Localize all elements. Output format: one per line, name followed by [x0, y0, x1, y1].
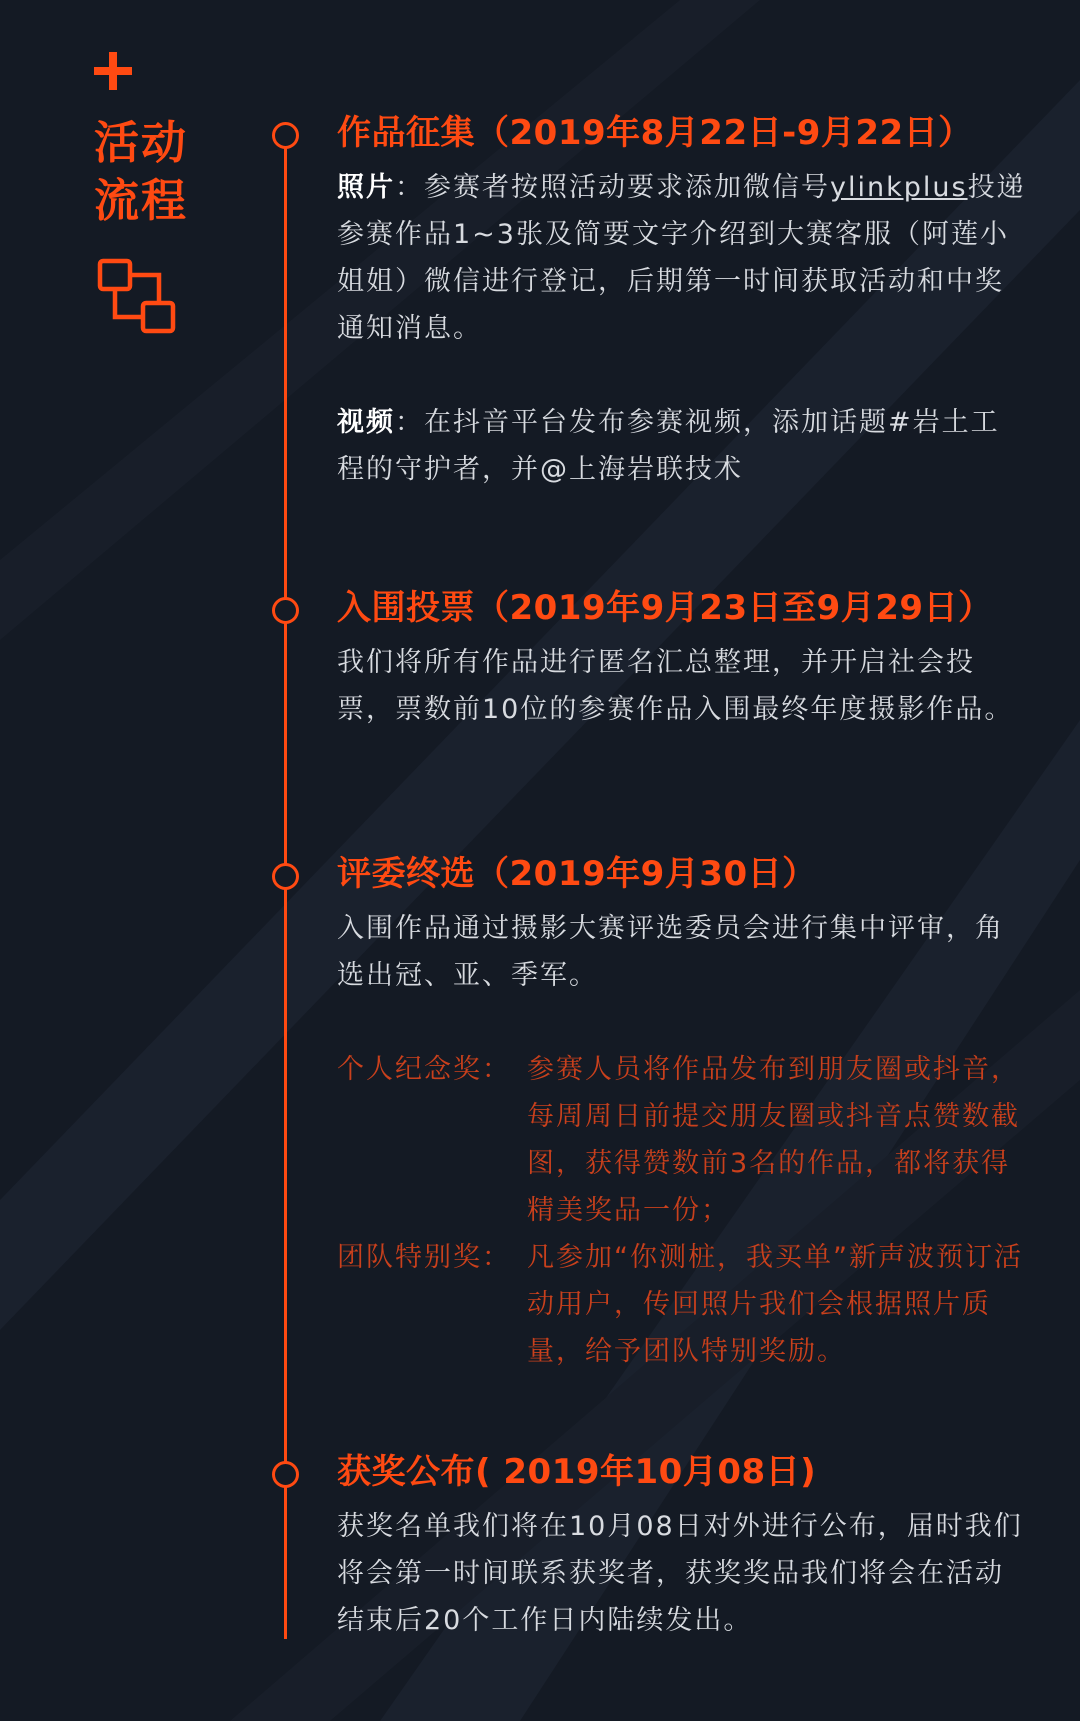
section-title: 评委终选（2019年9月30日） — [337, 854, 817, 894]
award-item — [337, 1234, 1027, 1375]
video-paragraph — [337, 399, 1027, 493]
section-title: 入围投票（2019年9月23日至9月29日） — [337, 588, 993, 628]
award-label: 个人纪念奖： — [337, 1054, 511, 1085]
section-title: 作品征集（2019年8月22日-9月22日） — [337, 113, 973, 153]
section-voting — [337, 586, 1027, 733]
section-final-judging — [337, 852, 1027, 1375]
timeline-node — [272, 122, 299, 149]
photo-paragraph — [337, 164, 1027, 352]
heading-line-2: 流程 — [94, 174, 189, 227]
voting-paragraph: 我们将所有作品进行匿名汇总整理，并开启社会投票，票数前10位的参赛作品入围最终年度摄影作品。 — [337, 647, 1014, 725]
video-colon: ： — [395, 407, 424, 438]
photo-text-continued: 投递参赛作品1~3张及简要文字介绍到大赛客服（阿莲小姐姐）微信进行登记，后期第一时间获取活动和中奖通知消息。 — [337, 172, 1026, 344]
award-text: 参赛人员将作品发布到朋友圈或抖音，每周周日前提交朋友圈或抖音点赞数截图，获得赞数前3名的作品，都将获得精美奖品一份； — [527, 1054, 1020, 1226]
award-item — [337, 1046, 1027, 1234]
video-text: 在抖音平台发布参赛视频，添加话题#岩土工程的守护者，并@上海岩联技术 — [337, 407, 1000, 485]
section-title: 获奖公布( 2019年10月08日) — [337, 1452, 817, 1492]
award-text: 凡参加“你测桩，我买单”新声波预订活动用户，传回照片我们会根据照片质量，给予团队特别奖励。 — [527, 1242, 1023, 1367]
awards-list — [337, 1046, 1027, 1375]
video-label: 视频 — [337, 407, 395, 438]
judging-paragraph: 入围作品通过摄影大赛评选委员会进行集中评审，角选出冠、亚、季军。 — [337, 913, 1004, 991]
wechat-id-link[interactable]: ylinkplus — [830, 172, 968, 203]
section-heading — [94, 114, 214, 230]
timeline-node — [272, 597, 299, 624]
timeline-node — [272, 1461, 299, 1488]
photo-label: 照片 — [337, 172, 395, 203]
photo-text: 参赛者按照活动要求添加微信号 — [424, 172, 830, 203]
connected-squares-icon — [97, 258, 177, 336]
announcement-paragraph: 获奖名单我们将在10月08日对外进行公布，届时我们将会第一时间联系获奖者，获奖奖品我们将会在活动结束后20个工作日内陆续发出。 — [337, 1511, 1023, 1636]
award-label: 团队特别奖： — [337, 1242, 511, 1273]
section-collection — [337, 111, 1027, 493]
heading-line-1: 活动 — [94, 116, 189, 169]
timeline-node — [272, 863, 299, 890]
plus-icon — [94, 52, 132, 90]
section-announcement — [337, 1450, 1027, 1644]
photo-colon: ： — [395, 172, 424, 203]
